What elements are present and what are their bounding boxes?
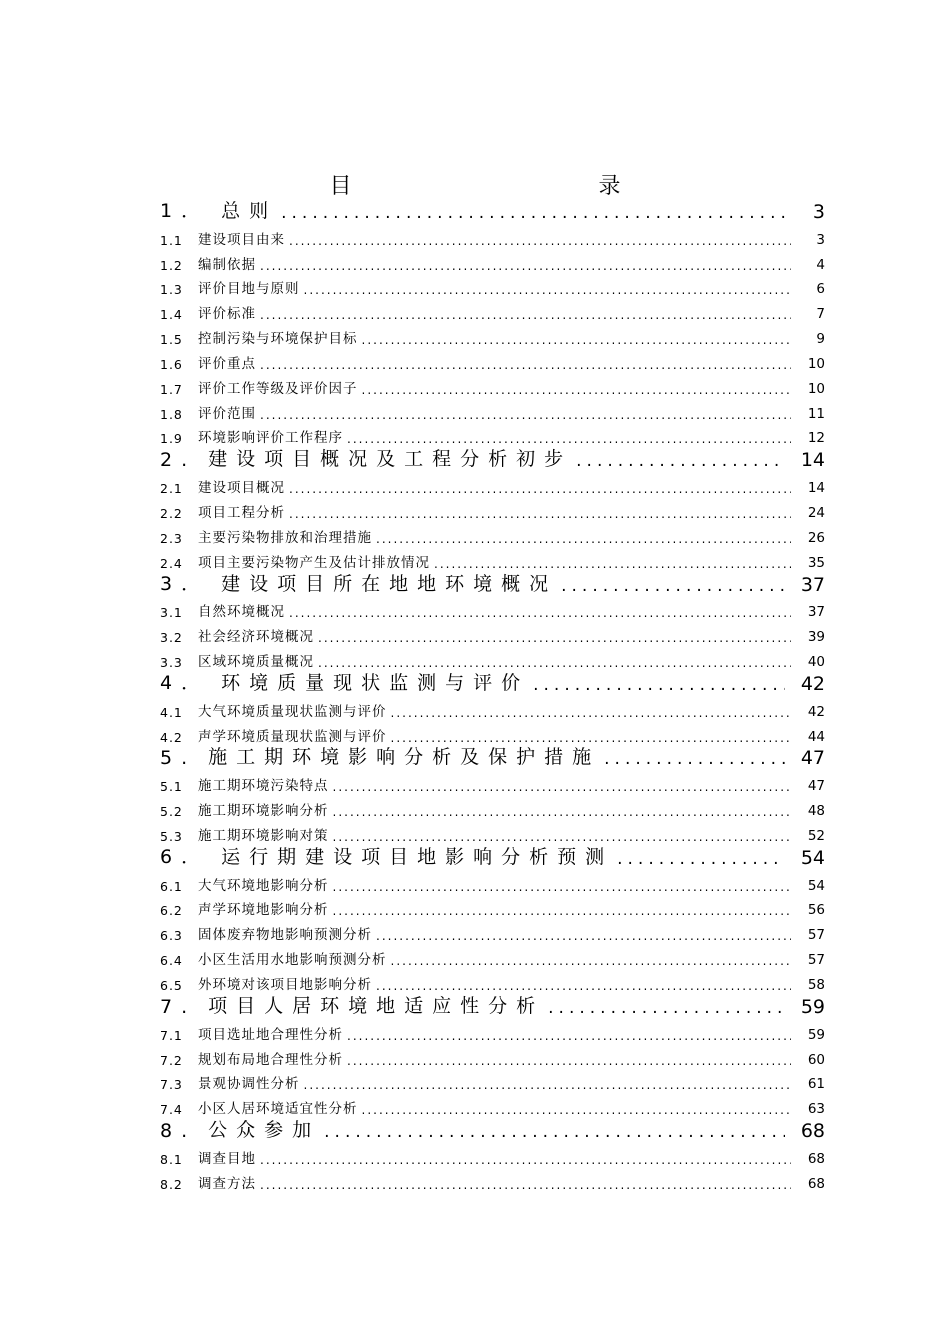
toc-entry-number: 5.2 bbox=[160, 804, 183, 820]
toc-leader-dots bbox=[289, 482, 791, 496]
toc-entry-number: 3.1 bbox=[160, 605, 183, 621]
toc-entry-page-number: 24 bbox=[807, 504, 825, 521]
toc-entry-label: 运行期建设项目地影响分析预测 bbox=[221, 845, 614, 868]
toc-entry-label: 公众参加 bbox=[208, 1119, 321, 1142]
toc-section-entry[interactable] bbox=[160, 918, 825, 943]
toc-leader-dots bbox=[333, 780, 792, 794]
toc-entry-number: 6． bbox=[160, 845, 210, 868]
toc-entry-label: 声学环境质量现状监测与评价 bbox=[198, 728, 387, 745]
toc-entry-page-number: 54 bbox=[800, 846, 825, 869]
toc-entry-number: 5. bbox=[160, 747, 197, 770]
toc-section-entry[interactable] bbox=[160, 596, 825, 621]
toc-section-entry[interactable] bbox=[160, 496, 825, 521]
toc-leader-dots bbox=[260, 358, 791, 372]
toc-leader-dots bbox=[304, 1078, 792, 1092]
toc-entry-label: 评价工作等级及评价因子 bbox=[198, 380, 358, 397]
toc-chapter-entry[interactable] bbox=[160, 571, 825, 596]
toc-entry-label: 主要污染物排放和治理措施 bbox=[198, 529, 372, 546]
toc-entry-number: 1.6 bbox=[160, 356, 183, 372]
toc-entry-number: 1.2 bbox=[160, 257, 183, 273]
toc-entry-number: 1.7 bbox=[160, 381, 183, 397]
toc-leader-dots bbox=[333, 880, 792, 894]
toc-entry-label: 施工期环境影响分析及保护措施 bbox=[208, 746, 601, 769]
toc-entry-label: 大气环境地影响分析 bbox=[198, 877, 329, 894]
toc-entry-number: 6.4 bbox=[160, 953, 183, 969]
toc-entry-page-number: 14 bbox=[800, 449, 825, 472]
toc-entry-page-number: 57 bbox=[807, 927, 825, 944]
toc-entry-number: 2.1 bbox=[160, 481, 183, 497]
toc-leader-dots bbox=[576, 451, 785, 471]
toc-section-entry[interactable] bbox=[160, 819, 825, 844]
toc-entry-number: 3.2 bbox=[160, 630, 183, 646]
toc-entry-number: 7.2 bbox=[160, 1052, 183, 1068]
toc-section-entry[interactable] bbox=[160, 372, 825, 397]
toc-leader-dots bbox=[260, 1153, 791, 1167]
toc-entry-label: 施工期环境影响对策 bbox=[198, 827, 329, 844]
toc-entry-label: 规划布局地合理性分析 bbox=[198, 1051, 343, 1068]
toc-entry-number: 6.5 bbox=[160, 978, 183, 993]
toc-entry-number: 7. bbox=[160, 995, 197, 1018]
toc-entry-number: 2.4 bbox=[160, 555, 183, 571]
toc-entry-label: 环境影响评价工作程序 bbox=[198, 430, 343, 447]
toc-entry-page-number: 3 bbox=[812, 200, 825, 223]
toc-entry-label: 评价标准 bbox=[198, 306, 256, 323]
toc-section-entry[interactable] bbox=[160, 720, 825, 745]
toc-section-entry[interactable] bbox=[160, 645, 825, 670]
toc-entry-label: 项目人居环境地适应性分析 bbox=[208, 994, 545, 1017]
toc-entry-page-number: 59 bbox=[807, 1026, 825, 1043]
toc-section-entry[interactable] bbox=[160, 322, 825, 347]
toc-entry-label: 编制依据 bbox=[198, 256, 256, 273]
toc-entry-number: 1.3 bbox=[160, 282, 183, 298]
toc-entry-page-number: 6 bbox=[816, 281, 825, 298]
toc-leader-dots bbox=[391, 706, 792, 720]
toc-leader-dots bbox=[289, 507, 791, 521]
toc-entry-page-number: 47 bbox=[800, 747, 825, 770]
toc-entry-page-number: 10 bbox=[807, 380, 825, 397]
toc-section-entry[interactable] bbox=[160, 1043, 825, 1068]
toc-entry-label: 声学环境地影响分析 bbox=[198, 902, 329, 919]
toc-entry-label: 固体废弃物地影响预测分析 bbox=[198, 927, 372, 944]
toc-entry-number: 4． bbox=[160, 671, 210, 694]
toc-entry-label: 建设项目概况 bbox=[198, 480, 285, 497]
toc-entry-number: 1.8 bbox=[160, 406, 183, 422]
toc-leader-dots bbox=[604, 749, 785, 769]
toc-section-entry[interactable] bbox=[160, 968, 825, 993]
toc-section-entry[interactable] bbox=[160, 1092, 825, 1117]
toc-entry-label: 建设项目概况及工程分析初步 bbox=[208, 448, 573, 471]
toc-entry-page-number: 61 bbox=[807, 1076, 825, 1093]
toc-entry-number: 3． bbox=[160, 572, 210, 595]
toc-entry-label: 外环境对该项目地影响分析 bbox=[198, 977, 372, 993]
toc-section-entry[interactable] bbox=[160, 1018, 825, 1043]
toc-section-entry[interactable] bbox=[160, 869, 825, 894]
toc-entry-label: 项目主要污染物产生及估计排放情况 bbox=[198, 554, 430, 571]
toc-entry-page-number: 52 bbox=[807, 827, 825, 844]
toc-entry-page-number: 35 bbox=[807, 554, 825, 571]
toc-chapter-entry[interactable] bbox=[160, 1117, 825, 1142]
toc-entry-label: 建设项目由来 bbox=[198, 231, 285, 248]
toc-section-entry[interactable] bbox=[160, 521, 825, 546]
toc-leader-dots bbox=[391, 954, 792, 968]
toc-leader-dots bbox=[333, 904, 792, 918]
toc-chapter-entry[interactable] bbox=[160, 198, 825, 223]
toc-entry-page-number: 68 bbox=[800, 1120, 825, 1143]
toc-leader-dots bbox=[617, 849, 785, 869]
toc-leader-dots bbox=[362, 383, 792, 397]
toc-entry-page-number: 7 bbox=[816, 306, 825, 323]
toc-entry-page-number: 42 bbox=[800, 672, 825, 695]
toc-entry-page-number: 14 bbox=[807, 480, 825, 497]
toc-section-entry[interactable] bbox=[160, 546, 825, 571]
toc-section-entry[interactable] bbox=[160, 248, 825, 273]
toc-entry-page-number: 37 bbox=[800, 573, 825, 596]
toc-entry-page-number: 58 bbox=[807, 977, 825, 993]
toc-entry-number: 4.1 bbox=[160, 704, 183, 720]
toc-entry-number: 5.3 bbox=[160, 828, 183, 844]
toc-entry-page-number: 68 bbox=[807, 1150, 825, 1167]
toc-entry-label: 环境质量现状监测与评价 bbox=[221, 671, 530, 694]
toc-entry-number: 6.3 bbox=[160, 928, 183, 944]
toc-title-text: 目 录 bbox=[329, 174, 741, 199]
toc-entry-page-number: 68 bbox=[807, 1175, 825, 1192]
toc-entry-number: 2.3 bbox=[160, 530, 183, 546]
toc-section-entry[interactable] bbox=[160, 223, 825, 248]
toc-entry-label: 区域环境质量概况 bbox=[198, 654, 314, 671]
toc-entry-number: 7.3 bbox=[160, 1077, 183, 1093]
toc-leader-dots bbox=[362, 333, 792, 347]
toc-entry-label: 项目工程分析 bbox=[198, 504, 285, 521]
toc-entry-label: 评价目地与原则 bbox=[198, 281, 300, 298]
toc-chapter-entry[interactable] bbox=[160, 745, 825, 770]
toc-leader-dots bbox=[333, 805, 792, 819]
toc-leader-dots bbox=[347, 1054, 791, 1068]
toc-entry-page-number: 4 bbox=[816, 256, 825, 273]
toc-entry-label: 景观协调性分析 bbox=[198, 1076, 300, 1093]
toc-leader-dots bbox=[324, 1122, 785, 1142]
toc-section-entry[interactable] bbox=[160, 422, 825, 447]
toc-entry-label: 评价重点 bbox=[198, 355, 256, 372]
toc-entry-label: 施工期环境污染特点 bbox=[198, 778, 329, 795]
table-of-contents bbox=[160, 198, 825, 1192]
toc-entry-number: 2.2 bbox=[160, 505, 183, 521]
toc-entry-page-number: 12 bbox=[807, 430, 825, 447]
toc-entry-number: 3.3 bbox=[160, 655, 183, 671]
toc-entry-page-number: 39 bbox=[807, 629, 825, 646]
toc-entry-number: 8.1 bbox=[160, 1151, 183, 1167]
toc-leader-dots bbox=[533, 675, 785, 695]
toc-section-entry[interactable] bbox=[160, 943, 825, 968]
toc-entry-page-number: 37 bbox=[807, 604, 825, 621]
toc-leader-dots bbox=[260, 308, 791, 322]
toc-entry-label: 总则 bbox=[221, 199, 278, 222]
toc-entry-label: 小区人居环境适宜性分析 bbox=[198, 1101, 358, 1118]
toc-entry-page-number: 63 bbox=[807, 1101, 825, 1118]
toc-entry-page-number: 56 bbox=[807, 902, 825, 919]
toc-section-entry[interactable] bbox=[160, 894, 825, 919]
toc-entry-page-number: 26 bbox=[807, 529, 825, 546]
toc-section-entry[interactable] bbox=[160, 695, 825, 720]
toc-entry-number: 1.4 bbox=[160, 307, 183, 323]
toc-entry-number: 1.5 bbox=[160, 332, 183, 348]
toc-chapter-entry[interactable] bbox=[160, 446, 825, 471]
toc-section-entry[interactable] bbox=[160, 397, 825, 422]
toc-entry-label: 控制污染与环境保护目标 bbox=[198, 331, 358, 348]
toc-leader-dots bbox=[281, 203, 785, 223]
toc-section-entry[interactable] bbox=[160, 273, 825, 298]
toc-entry-number: 1.1 bbox=[160, 232, 183, 248]
toc-chapter-entry[interactable] bbox=[160, 993, 825, 1018]
toc-entry-label: 建设项目所在地地环境概况 bbox=[221, 572, 558, 595]
toc-leader-dots bbox=[548, 998, 785, 1018]
toc-leader-dots bbox=[289, 606, 791, 620]
toc-entry-label: 小区生活用水地影响预测分析 bbox=[198, 952, 387, 969]
toc-entry-number: 1． bbox=[160, 199, 210, 222]
toc-section-entry[interactable] bbox=[160, 794, 825, 819]
toc-entry-page-number: 44 bbox=[807, 728, 825, 745]
toc-entry-page-number: 54 bbox=[807, 877, 825, 894]
toc-leader-dots bbox=[362, 1103, 792, 1117]
toc-entry-label: 施工期环境影响分析 bbox=[198, 803, 329, 820]
toc-entry-page-number: 42 bbox=[807, 703, 825, 720]
toc-entry-page-number: 57 bbox=[807, 952, 825, 969]
toc-entry-page-number: 11 bbox=[807, 405, 825, 422]
toc-entry-label: 大气环境质量现状监测与评价 bbox=[198, 703, 387, 720]
toc-leader-dots bbox=[318, 631, 791, 645]
toc-entry-page-number: 40 bbox=[807, 654, 825, 671]
toc-entry-label: 调查目地 bbox=[198, 1150, 256, 1167]
toc-leader-dots bbox=[561, 576, 785, 596]
toc-leader-dots bbox=[260, 1178, 791, 1192]
toc-leader-dots bbox=[260, 259, 791, 273]
toc-entry-number: 2. bbox=[160, 449, 197, 472]
toc-section-entry[interactable] bbox=[160, 620, 825, 645]
toc-entry-label: 项目选址地合理性分析 bbox=[198, 1026, 343, 1043]
toc-entry-number: 5.1 bbox=[160, 779, 183, 795]
toc-entry-number: 4.2 bbox=[160, 729, 183, 745]
toc-entry-page-number: 47 bbox=[807, 778, 825, 795]
toc-entry-page-number: 60 bbox=[807, 1051, 825, 1068]
toc-leader-dots bbox=[376, 532, 791, 546]
toc-section-entry[interactable] bbox=[160, 1167, 825, 1192]
toc-leader-dots bbox=[376, 929, 791, 943]
toc-section-entry[interactable] bbox=[160, 1142, 825, 1167]
toc-leader-dots bbox=[289, 234, 791, 248]
toc-entry-page-number: 48 bbox=[807, 803, 825, 820]
toc-chapter-entry[interactable] bbox=[160, 844, 825, 869]
toc-entry-number: 8.2 bbox=[160, 1176, 183, 1192]
toc-entry-page-number: 3 bbox=[816, 231, 825, 248]
toc-entry-number: 8. bbox=[160, 1120, 197, 1143]
toc-entry-number: 6.2 bbox=[160, 903, 183, 919]
toc-entry-number: 7.1 bbox=[160, 1027, 183, 1043]
toc-entry-label: 评价范围 bbox=[198, 405, 256, 422]
toc-entry-label: 调查方法 bbox=[198, 1175, 256, 1192]
toc-section-entry[interactable] bbox=[160, 347, 825, 372]
toc-entry-page-number: 10 bbox=[807, 355, 825, 372]
toc-section-entry[interactable] bbox=[160, 471, 825, 496]
toc-entry-label: 社会经济环境概况 bbox=[198, 629, 314, 646]
toc-leader-dots bbox=[260, 408, 791, 422]
toc-entry-page-number: 9 bbox=[816, 331, 825, 348]
toc-entry-number: 7.4 bbox=[160, 1102, 183, 1118]
toc-entry-number: 1.9 bbox=[160, 431, 183, 447]
toc-section-entry[interactable] bbox=[160, 297, 825, 322]
toc-entry-label: 自然环境概况 bbox=[198, 604, 285, 621]
toc-chapter-entry[interactable] bbox=[160, 670, 825, 695]
toc-section-entry[interactable] bbox=[160, 769, 825, 794]
toc-section-entry[interactable] bbox=[160, 1068, 825, 1093]
toc-leader-dots bbox=[347, 1029, 791, 1043]
toc-entry-number: 6.1 bbox=[160, 878, 183, 894]
toc-entry-page-number: 59 bbox=[800, 995, 825, 1018]
toc-leader-dots bbox=[304, 283, 792, 297]
